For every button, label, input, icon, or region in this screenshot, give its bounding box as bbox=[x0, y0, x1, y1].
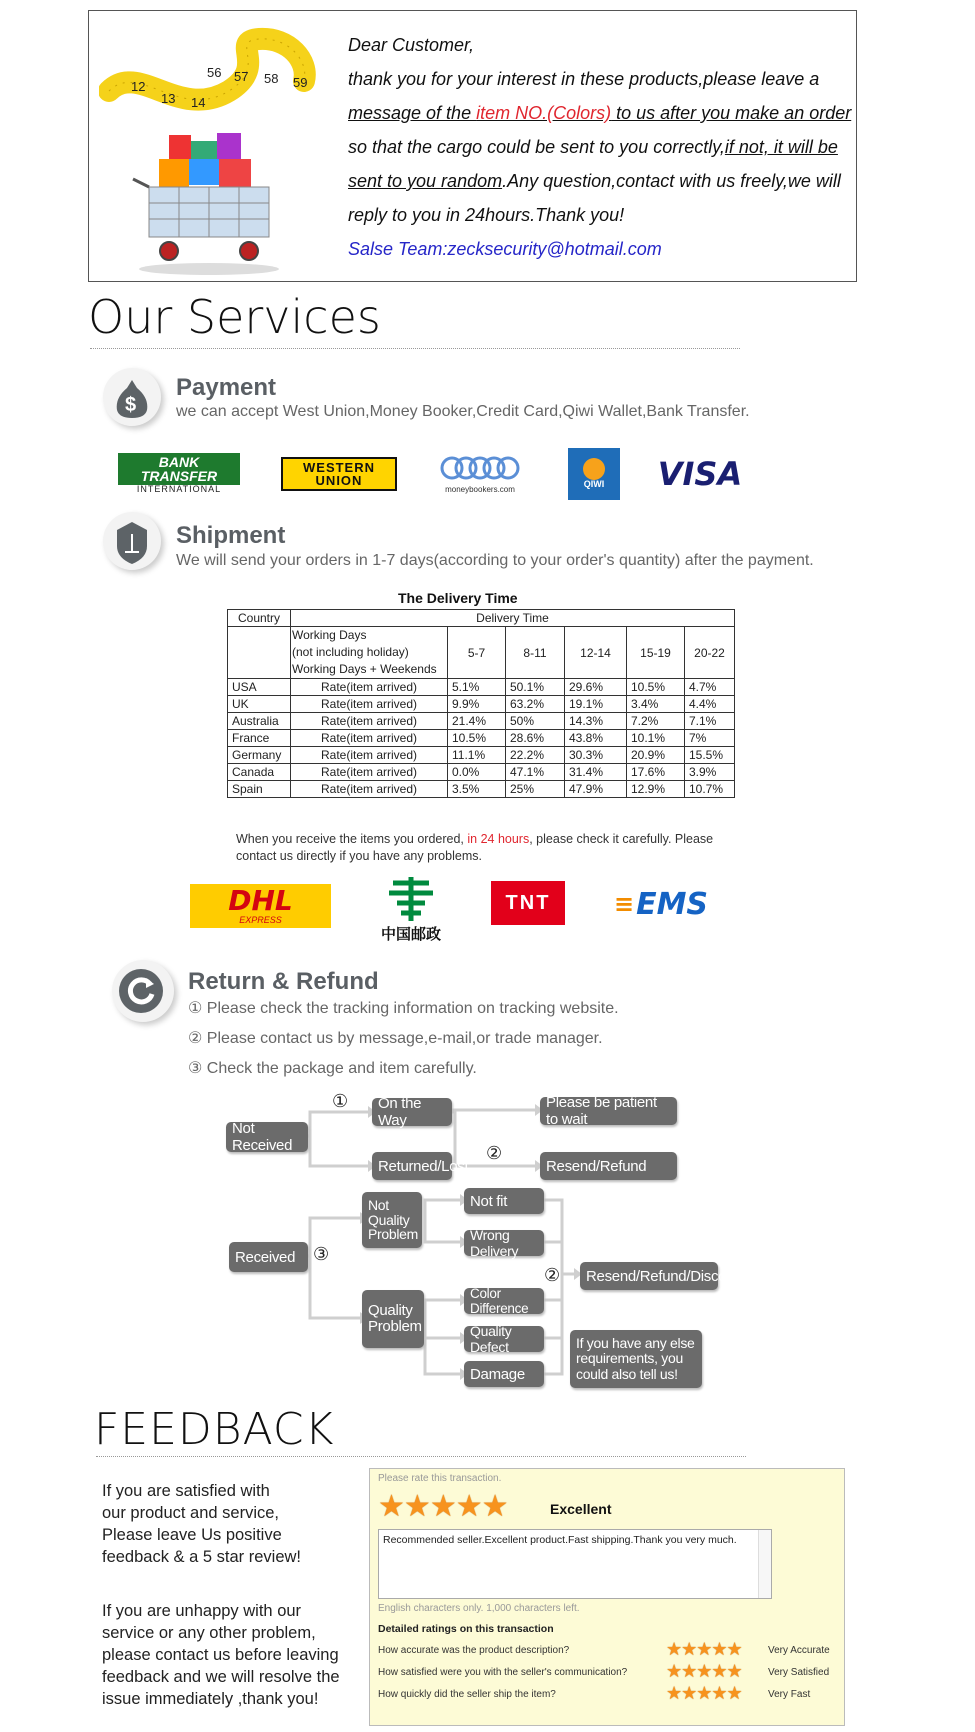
greeting: Dear Customer, bbox=[348, 35, 475, 55]
rate-value-cell: 21.4% bbox=[448, 713, 506, 730]
rate-value-cell: 10.5% bbox=[627, 679, 685, 696]
feedback-line: our product and service, bbox=[102, 1504, 280, 1522]
note-highlight: in 24 hours bbox=[467, 832, 530, 846]
comment-textarea[interactable] bbox=[378, 1529, 772, 1599]
feedback-line: If you are satisfied with bbox=[102, 1482, 270, 1500]
rate-value-cell: 50.1% bbox=[506, 679, 565, 696]
note-text: When you receive the items you ordered, bbox=[236, 832, 468, 846]
on-the-way-box: On the Way bbox=[372, 1098, 452, 1126]
star-icon[interactable]: ★ bbox=[378, 1490, 404, 1523]
range-header: 12-14 bbox=[565, 627, 627, 679]
rate-label-cell: Rate(item arrived) bbox=[291, 679, 448, 696]
damage-box: Damage bbox=[464, 1361, 544, 1387]
rate-value-cell: 12.9% bbox=[627, 781, 685, 798]
rate-label-cell: Rate(item arrived) bbox=[291, 713, 448, 730]
note-text: contact us directly if you have any problems. bbox=[236, 849, 482, 863]
feedback-line: service or any other problem, bbox=[102, 1624, 316, 1642]
rate-value-cell: 63.2% bbox=[506, 696, 565, 713]
table-header: Delivery Time bbox=[291, 610, 735, 627]
step-number: ① bbox=[332, 1091, 349, 1111]
star-icon[interactable]: ★★★★★ bbox=[666, 1683, 742, 1703]
notice-text: to us after you make an order bbox=[611, 103, 852, 123]
range-header: 20-22 bbox=[685, 627, 735, 679]
rate-value-cell: 20.9% bbox=[627, 747, 685, 764]
country-cell: UK bbox=[228, 696, 291, 713]
rating-stars[interactable] bbox=[666, 1661, 742, 1682]
payment-title: Payment bbox=[176, 374, 277, 401]
logo-text: QIWI bbox=[583, 479, 605, 490]
logo-text: EXPRESS bbox=[239, 915, 282, 925]
step-number: ③ bbox=[313, 1244, 330, 1264]
rating-question: How satisfied were you with the seller's communication? bbox=[378, 1667, 628, 1678]
rate-value-cell: 25% bbox=[506, 781, 565, 798]
country-cell: Spain bbox=[228, 781, 291, 798]
rate-label-cell: Rate(item arrived) bbox=[291, 764, 448, 781]
rate-value-cell: 50% bbox=[506, 713, 565, 730]
rate-value-cell: 22.2% bbox=[506, 747, 565, 764]
rate-value-cell: 0.0% bbox=[448, 764, 506, 781]
our-services-title: Our Services bbox=[88, 290, 381, 344]
feedback-form bbox=[369, 1468, 845, 1726]
notice-text: .Any question,contact with us freely,we will bbox=[502, 171, 841, 191]
logo-text: moneybookers.com bbox=[445, 485, 515, 494]
note-text: , please check it carefully. Please bbox=[529, 832, 714, 846]
rating-answer: Very Fast bbox=[768, 1689, 811, 1700]
refund-step: ② Please contact us by message,e-mail,or trade manager. bbox=[188, 1030, 603, 1047]
not-received-box: Not Received bbox=[226, 1122, 308, 1152]
rating-question: How quickly did the seller ship the item? bbox=[378, 1689, 556, 1700]
rate-value-cell: 29.6% bbox=[565, 679, 627, 696]
logo-text: DHL bbox=[228, 884, 293, 917]
tape-number: 14 bbox=[191, 95, 206, 110]
shipment-title: Shipment bbox=[176, 522, 286, 549]
rate-value-cell: 10.1% bbox=[627, 730, 685, 747]
feedback-line: feedback and we will resolve the bbox=[102, 1668, 340, 1686]
star-icon[interactable]: ★ bbox=[403, 1490, 430, 1523]
rating-answer: Very Satisfied bbox=[768, 1667, 830, 1678]
table-header: Country bbox=[228, 610, 291, 627]
rate-value-cell: 4.7% bbox=[685, 679, 735, 696]
rate-value-cell: 9.9% bbox=[448, 696, 506, 713]
star-icon[interactable]: ★ bbox=[455, 1490, 482, 1523]
logo-text: INTERNATIONAL bbox=[136, 483, 222, 494]
visa-logo: VISA bbox=[657, 455, 743, 493]
refund-title: Return & Refund bbox=[188, 968, 379, 995]
rate-value-cell: 30.3% bbox=[565, 747, 627, 764]
feedback-text-satisfied bbox=[102, 1480, 301, 1568]
rate-value-cell: 47.9% bbox=[565, 781, 627, 798]
resend-refund-discount-box: Resend/Refund/Discount bbox=[580, 1262, 718, 1290]
returned-lost-box: Returned/Lost bbox=[372, 1152, 452, 1180]
rate-value-cell: 3.9% bbox=[685, 764, 735, 781]
star-icon[interactable]: ★ bbox=[429, 1490, 456, 1523]
tape-number: 56 bbox=[207, 65, 222, 80]
notice-text: message of the bbox=[348, 103, 477, 123]
detailed-ratings-heading: Detailed ratings on this transaction bbox=[378, 1623, 554, 1635]
team-email-link[interactable]: Salse Team:zecksecurity@hotmail.com bbox=[348, 239, 662, 259]
range-header: 8-11 bbox=[506, 627, 565, 679]
refund-step: ① Please check the tracking information on tracking website. bbox=[188, 1000, 619, 1017]
tape-number: 57 bbox=[234, 69, 249, 84]
svg-text:$: $ bbox=[125, 394, 137, 416]
be-patient-box: Please be patient to wait bbox=[540, 1097, 677, 1125]
feedback-line: issue immediately ,thank you! bbox=[102, 1690, 319, 1708]
table-header: Working Days bbox=[292, 628, 367, 642]
rate-value-cell: 14.3% bbox=[565, 713, 627, 730]
rate-value-cell: 7% bbox=[685, 730, 735, 747]
item-no-highlight: item NO.(Colors) bbox=[476, 103, 612, 123]
rate-value-cell: 3.4% bbox=[627, 696, 685, 713]
received-box: Received bbox=[229, 1242, 308, 1272]
textarea-scrollbar[interactable] bbox=[758, 1530, 771, 1598]
logo-text: EMS bbox=[636, 886, 709, 922]
chars-left-note: English characters only. 1,000 characters left. bbox=[378, 1603, 580, 1614]
overall-stars[interactable] bbox=[378, 1489, 508, 1524]
rate-label-cell: Rate(item arrived) bbox=[291, 730, 448, 747]
rate-value-cell: 7.1% bbox=[685, 713, 735, 730]
rate-label-cell: Rate(item arrived) bbox=[291, 696, 448, 713]
star-icon[interactable]: ★ bbox=[481, 1490, 508, 1523]
logo-text: UNION bbox=[315, 473, 363, 488]
feedback-title: FEEDBACK bbox=[94, 1404, 335, 1455]
tape-number: 59 bbox=[293, 75, 308, 90]
quality-defect-box: Quality Defect bbox=[464, 1326, 544, 1352]
not-fit-box: Not fit bbox=[464, 1188, 544, 1214]
tape-number: 13 bbox=[161, 91, 176, 106]
tape-number: 12 bbox=[131, 79, 146, 94]
notice-line: reply to you in 24hours.Thank you! bbox=[348, 205, 625, 225]
notice-text: so that the cargo could be sent to you correctly, bbox=[348, 137, 725, 157]
divider bbox=[96, 1456, 746, 1457]
range-header: 5-7 bbox=[448, 627, 506, 679]
rating-stars[interactable] bbox=[666, 1683, 742, 1704]
step-number: ② bbox=[544, 1265, 561, 1285]
rate-value-cell: 19.1% bbox=[565, 696, 627, 713]
feedback-line: If you are unhappy with our bbox=[102, 1602, 302, 1620]
ems-logo: ≡ EMS bbox=[613, 886, 709, 922]
logo-text: WESTERN bbox=[303, 460, 375, 475]
country-cell: Canada bbox=[228, 764, 291, 781]
feedback-line: Please leave Us positive bbox=[102, 1526, 282, 1544]
rate-value-cell: 10.7% bbox=[685, 781, 735, 798]
country-cell: Australia bbox=[228, 713, 291, 730]
star-icon[interactable]: ★★★★★ bbox=[666, 1661, 742, 1681]
logo-text: 中国邮政 bbox=[380, 925, 441, 943]
rate-value-cell: 10.5% bbox=[448, 730, 506, 747]
rate-value-cell: 3.5% bbox=[448, 781, 506, 798]
feedback-line: please contact us before leaving bbox=[102, 1646, 339, 1664]
wrong-delivery-box: Wrong Delivery bbox=[464, 1230, 544, 1256]
delivery-table-title: The Delivery Time bbox=[398, 590, 518, 606]
comment-text: Recommended seller.Excellent product.Fast shipping.Thank you very much. bbox=[383, 1534, 737, 1546]
notice-text: if not, it will be bbox=[724, 137, 838, 157]
rating-answer: Very Accurate bbox=[768, 1645, 830, 1656]
range-header: 15-19 bbox=[627, 627, 685, 679]
rating-word: Excellent bbox=[550, 1501, 612, 1517]
table-header: Working Days + Weekends bbox=[292, 662, 437, 676]
shipment-text: We will send your orders in 1-7 days(according to your order's quantity) after the payment. bbox=[176, 552, 814, 569]
notice-line: thank you for your interest in these products,please leave a bbox=[348, 69, 820, 89]
rate-label-cell: Rate(item arrived) bbox=[291, 781, 448, 798]
rate-value-cell: 7.2% bbox=[627, 713, 685, 730]
rate-value-cell: 28.6% bbox=[506, 730, 565, 747]
tape-number: 58 bbox=[264, 71, 279, 86]
resend-refund-box: Resend/Refund bbox=[540, 1152, 677, 1180]
rating-stars[interactable] bbox=[666, 1639, 742, 1660]
tnt-logo: TNT bbox=[491, 881, 565, 925]
not-quality-problem-box: Not Quality Problem bbox=[362, 1192, 422, 1248]
quality-problem-box: Quality Problem bbox=[362, 1290, 424, 1348]
rate-value-cell: 31.4% bbox=[565, 764, 627, 781]
country-cell: USA bbox=[228, 679, 291, 696]
country-cell: France bbox=[228, 730, 291, 747]
else-requirements-bubble: If you have any else requirements, you could also tell us! bbox=[570, 1330, 702, 1388]
step-number: ② bbox=[486, 1143, 503, 1163]
table-header: (not including holiday) bbox=[292, 645, 409, 659]
rating-question: How accurate was the product description? bbox=[378, 1645, 570, 1656]
logo-text: BANK TRANSFER bbox=[118, 453, 240, 485]
feedback-text-unhappy bbox=[102, 1600, 340, 1710]
country-cell: Germany bbox=[228, 747, 291, 764]
refund-step: ③ Check the package and item carefully. bbox=[188, 1060, 477, 1077]
rate-value-cell: 4.4% bbox=[685, 696, 735, 713]
rate-value-cell: 47.1% bbox=[506, 764, 565, 781]
rate-value-cell: 15.5% bbox=[685, 747, 735, 764]
color-difference-box: Color Difference bbox=[464, 1288, 544, 1314]
rate-value-cell: 5.1% bbox=[448, 679, 506, 696]
rate-prompt: Please rate this transaction. bbox=[378, 1473, 502, 1484]
rate-value-cell: 43.8% bbox=[565, 730, 627, 747]
rate-label-cell: Rate(item arrived) bbox=[291, 747, 448, 764]
rate-value-cell: 11.1% bbox=[448, 747, 506, 764]
star-icon[interactable]: ★★★★★ bbox=[666, 1639, 742, 1659]
feedback-line: feedback & a 5 star review! bbox=[102, 1548, 302, 1566]
rate-value-cell: 17.6% bbox=[627, 764, 685, 781]
payment-text: we can accept West Union,Money Booker,Credit Card,Qiwi Wallet,Bank Transfer. bbox=[176, 403, 750, 420]
notice-text: sent to you random bbox=[348, 171, 503, 191]
